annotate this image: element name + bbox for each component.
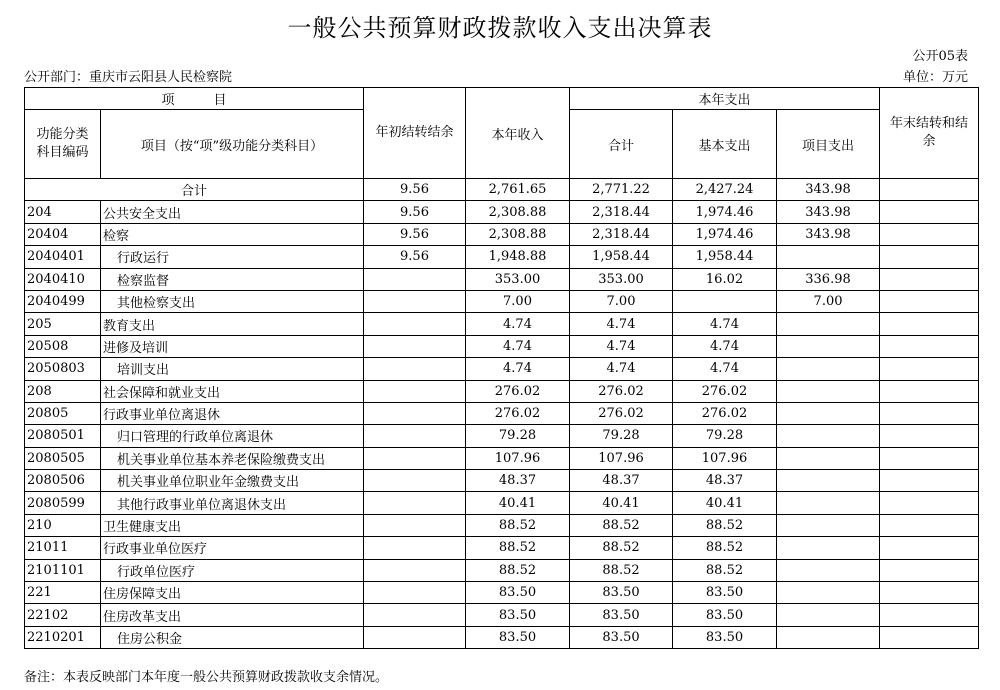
row-name: 机关事业单位基本养老保险缴费支出 [101, 447, 364, 469]
row-code: 2210201 [25, 626, 101, 648]
row-basic: 48.37 [673, 470, 777, 492]
table-row [25, 492, 979, 514]
row-closing [880, 246, 979, 268]
row-project [777, 514, 880, 536]
row-project [777, 358, 880, 380]
row-income: 48.37 [466, 470, 570, 492]
row-expense-total: 2,318.44 [570, 201, 673, 223]
row-opening [364, 290, 466, 312]
row-basic: 276.02 [673, 402, 777, 424]
row-opening [364, 335, 466, 357]
row-closing [880, 380, 979, 402]
row-code: 2080505 [25, 447, 101, 469]
row-income: 4.74 [466, 358, 570, 380]
row-name: 卫生健康支出 [101, 514, 364, 536]
row-project [777, 626, 880, 648]
row-code: 210 [25, 514, 101, 536]
row-expense-total: 83.50 [570, 626, 673, 648]
row-expense-total: 48.37 [570, 470, 673, 492]
row-project [777, 425, 880, 447]
table-row [25, 380, 979, 402]
row-project [777, 246, 880, 268]
total-income: 2,761.65 [466, 179, 570, 201]
table-row [25, 246, 979, 268]
row-project [777, 380, 880, 402]
row-opening [364, 268, 466, 290]
header-basic: 基本支出 [673, 110, 777, 179]
row-income: 88.52 [466, 559, 570, 581]
row-opening: 9.56 [364, 223, 466, 245]
header-closing-balance: 年末结转和结余 [880, 88, 979, 179]
row-opening [364, 514, 466, 536]
row-opening: 9.56 [364, 246, 466, 268]
table-row [25, 537, 979, 559]
row-code: 2050803 [25, 358, 101, 380]
row-income: 2,308.88 [466, 223, 570, 245]
row-basic: 4.74 [673, 313, 777, 335]
row-opening [364, 380, 466, 402]
row-code: 2040401 [25, 246, 101, 268]
row-name: 住房改革支出 [101, 604, 364, 626]
row-opening: 9.56 [364, 201, 466, 223]
header-income: 本年收入 [466, 88, 570, 179]
total-expense-total: 2,771.22 [570, 179, 673, 201]
row-code: 2080501 [25, 425, 101, 447]
row-code: 204 [25, 201, 101, 223]
row-project: 343.98 [777, 201, 880, 223]
row-income: 2,308.88 [466, 201, 570, 223]
row-name: 教育支出 [101, 313, 364, 335]
row-closing [880, 402, 979, 424]
row-basic: 83.50 [673, 604, 777, 626]
table-row [25, 290, 979, 312]
row-opening [364, 582, 466, 604]
header-opening-balance: 年初结转结余 [364, 88, 466, 179]
row-basic: 1,958.44 [673, 246, 777, 268]
row-income: 1,948.88 [466, 246, 570, 268]
row-closing [880, 268, 979, 290]
table-row [25, 626, 979, 648]
table-row [25, 604, 979, 626]
row-name: 社会保障和就业支出 [101, 380, 364, 402]
row-closing [880, 313, 979, 335]
table-row [25, 268, 979, 290]
table-row [25, 559, 979, 581]
row-expense-total: 79.28 [570, 425, 673, 447]
row-name: 其他检察支出 [101, 290, 364, 312]
row-name: 行政事业单位医疗 [101, 537, 364, 559]
row-income: 353.00 [466, 268, 570, 290]
row-closing [880, 201, 979, 223]
row-expense-total: 276.02 [570, 380, 673, 402]
row-closing [880, 559, 979, 581]
header-project: 项目支出 [777, 110, 880, 179]
row-basic: 88.52 [673, 559, 777, 581]
row-expense-total: 83.50 [570, 604, 673, 626]
row-income: 40.41 [466, 492, 570, 514]
row-project [777, 492, 880, 514]
row-name: 培训支出 [101, 358, 364, 380]
row-code: 20404 [25, 223, 101, 245]
row-project: 336.98 [777, 268, 880, 290]
row-income: 88.52 [466, 537, 570, 559]
row-expense-total: 88.52 [570, 537, 673, 559]
row-project [777, 470, 880, 492]
row-code: 205 [25, 313, 101, 335]
table-row [25, 470, 979, 492]
row-closing [880, 358, 979, 380]
row-closing [880, 470, 979, 492]
row-code: 20805 [25, 402, 101, 424]
row-closing [880, 223, 979, 245]
row-basic: 1,974.46 [673, 201, 777, 223]
row-opening [364, 470, 466, 492]
table-row [25, 514, 979, 536]
row-basic: 1,974.46 [673, 223, 777, 245]
unit-label: 单位：万元 [902, 70, 968, 85]
table-row [25, 313, 979, 335]
table-row [25, 335, 979, 357]
table-row [25, 201, 979, 223]
row-income: 7.00 [466, 290, 570, 312]
row-code: 208 [25, 380, 101, 402]
row-name: 其他行政事业单位离退休支出 [101, 492, 364, 514]
department-label: 公开部门：重庆市云阳县人民检察院 [24, 70, 233, 85]
total-closing [880, 179, 979, 201]
row-income: 83.50 [466, 582, 570, 604]
row-income: 276.02 [466, 402, 570, 424]
row-closing [880, 425, 979, 447]
row-income: 4.74 [466, 313, 570, 335]
row-name: 行政单位医疗 [101, 559, 364, 581]
header-item-group: 项 目 [25, 88, 364, 110]
header-total: 合计 [570, 110, 673, 179]
row-project [777, 582, 880, 604]
row-project: 343.98 [777, 223, 880, 245]
row-expense-total: 7.00 [570, 290, 673, 312]
row-project [777, 559, 880, 581]
table-row [25, 582, 979, 604]
row-expense-total: 88.52 [570, 514, 673, 536]
total-basic: 2,427.24 [673, 179, 777, 201]
row-project [777, 335, 880, 357]
row-closing [880, 626, 979, 648]
row-expense-total: 4.74 [570, 358, 673, 380]
row-closing [880, 335, 979, 357]
row-code: 22102 [25, 604, 101, 626]
row-closing [880, 604, 979, 626]
row-name: 行政运行 [101, 246, 364, 268]
row-opening [364, 447, 466, 469]
row-closing [880, 290, 979, 312]
row-name: 进修及培训 [101, 335, 364, 357]
row-name: 行政事业单位离退休 [101, 402, 364, 424]
row-expense-total: 353.00 [570, 268, 673, 290]
row-basic: 16.02 [673, 268, 777, 290]
row-basic: 83.50 [673, 582, 777, 604]
row-code: 20508 [25, 335, 101, 357]
row-income: 83.50 [466, 604, 570, 626]
row-expense-total: 88.52 [570, 559, 673, 581]
row-project [777, 447, 880, 469]
row-expense-total: 4.74 [570, 335, 673, 357]
row-closing [880, 514, 979, 536]
row-expense-total: 107.96 [570, 447, 673, 469]
row-name: 机关事业单位职业年金缴费支出 [101, 470, 364, 492]
row-name: 归口管理的行政单位离退休 [101, 425, 364, 447]
row-opening [364, 559, 466, 581]
total-label: 合计 [25, 179, 364, 201]
table-row [25, 425, 979, 447]
row-income: 79.28 [466, 425, 570, 447]
row-income: 276.02 [466, 380, 570, 402]
row-basic: 83.50 [673, 626, 777, 648]
row-project [777, 402, 880, 424]
row-basic: 88.52 [673, 537, 777, 559]
row-name: 公共安全支出 [101, 201, 364, 223]
row-opening [364, 402, 466, 424]
row-income: 107.96 [466, 447, 570, 469]
table-row [25, 447, 979, 469]
row-expense-total: 4.74 [570, 313, 673, 335]
row-basic: 88.52 [673, 514, 777, 536]
row-code: 2080599 [25, 492, 101, 514]
row-income: 83.50 [466, 626, 570, 648]
row-basic: 107.96 [673, 447, 777, 469]
row-closing [880, 447, 979, 469]
row-name: 检察监督 [101, 268, 364, 290]
footnote: 备注：本表反映部门本年度一般公共预算财政拨款收支余情况。 [24, 670, 389, 685]
total-project: 343.98 [777, 179, 880, 201]
table-row [25, 223, 979, 245]
row-basic: 4.74 [673, 358, 777, 380]
row-closing [880, 582, 979, 604]
row-project: 7.00 [777, 290, 880, 312]
row-basic: 4.74 [673, 335, 777, 357]
row-code: 2080506 [25, 470, 101, 492]
row-opening [364, 358, 466, 380]
row-opening [364, 492, 466, 514]
row-basic: 79.28 [673, 425, 777, 447]
row-code: 2040410 [25, 268, 101, 290]
row-name: 住房保障支出 [101, 582, 364, 604]
row-expense-total: 83.50 [570, 582, 673, 604]
row-opening [364, 313, 466, 335]
total-opening: 9.56 [364, 179, 466, 201]
row-expense-total: 276.02 [570, 402, 673, 424]
row-opening [364, 626, 466, 648]
row-income: 88.52 [466, 514, 570, 536]
row-code: 221 [25, 582, 101, 604]
row-expense-total: 1,958.44 [570, 246, 673, 268]
row-expense-total: 40.41 [570, 492, 673, 514]
row-project [777, 604, 880, 626]
table-row [25, 402, 979, 424]
budget-table [24, 87, 979, 649]
row-opening [364, 425, 466, 447]
row-opening [364, 604, 466, 626]
row-opening [364, 537, 466, 559]
header-expense-group: 本年支出 [570, 88, 880, 110]
row-basic [673, 290, 777, 312]
row-closing [880, 492, 979, 514]
form-number: 公开05表 [912, 49, 968, 64]
row-project [777, 537, 880, 559]
row-basic: 276.02 [673, 380, 777, 402]
row-income: 4.74 [466, 335, 570, 357]
header-row-1 [25, 88, 979, 110]
page-title: 一般公共预算财政拨款收入支出决算表 [287, 14, 713, 42]
row-name: 检察 [101, 223, 364, 245]
row-code: 2101101 [25, 559, 101, 581]
header-code: 功能分类科目编码 [25, 110, 101, 179]
row-closing [880, 537, 979, 559]
table-row [25, 358, 979, 380]
row-code: 21011 [25, 537, 101, 559]
row-code: 2040499 [25, 290, 101, 312]
row-basic: 40.41 [673, 492, 777, 514]
table-body [25, 88, 979, 649]
row-project [777, 313, 880, 335]
row-expense-total: 2,318.44 [570, 223, 673, 245]
row-name: 住房公积金 [101, 626, 364, 648]
total-row [25, 179, 979, 201]
header-item-name: 项目（按“项”级功能分类科目） [101, 110, 364, 179]
